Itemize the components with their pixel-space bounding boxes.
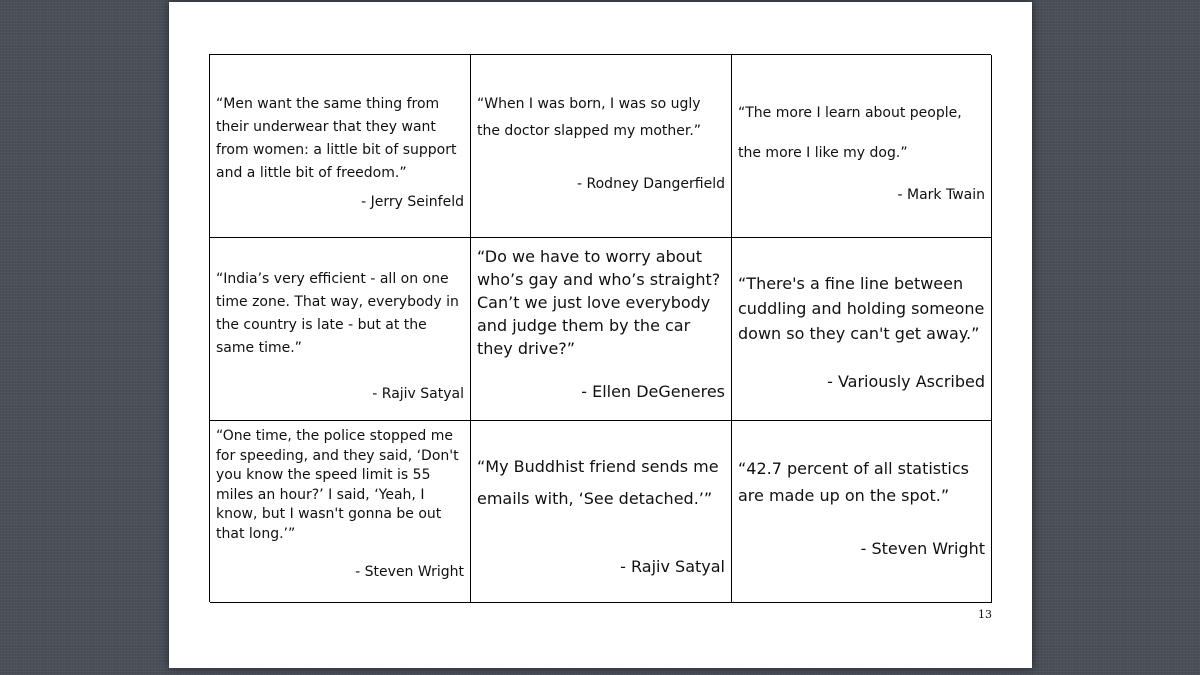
quote-author: - Steven Wright — [355, 564, 464, 580]
quote-cell — [210, 421, 471, 603]
slide-page — [169, 2, 1032, 668]
quote-cell — [732, 238, 992, 421]
quote-author: - Rajiv Satyal — [372, 386, 464, 402]
quote-text: “The more I learn about people, the more I like my dog.” — [738, 105, 962, 161]
quote-text: “One time, the police stopped me for speeding, and they said, ‘Don't you know the speed limit is 55 miles an hour?’ I said, ‘Yeah, I know, but I wasn't gonna be out that long.’” — [216, 428, 459, 542]
quote-cell — [732, 55, 992, 238]
quote-cell — [471, 55, 732, 238]
quote-cell — [210, 55, 471, 238]
quote-text: “There's a fine line between cuddling and holding someone down so they can't get away.” — [738, 274, 985, 343]
quote-text: “42.7 percent of all statistics are made up on the spot.” — [738, 459, 969, 505]
quote-cell — [471, 421, 732, 603]
quote-author: - Variously Ascribed — [827, 372, 985, 391]
quote-author: - Rajiv Satyal — [620, 557, 725, 576]
quote-author: - Rodney Dangerfield — [577, 176, 725, 192]
quote-text: “Men want the same thing from their underwear that they want from women: a little bit of support and a little bit of freedom.” — [216, 96, 457, 181]
quote-table — [209, 54, 991, 602]
quote-author: - Ellen DeGeneres — [581, 382, 725, 401]
quote-text: “India’s very efficient - all on one time zone. That way, everybody in the country is late - but at the same time.” — [216, 271, 459, 356]
quote-cell — [732, 421, 992, 603]
page-number: 13 — [978, 608, 992, 621]
quote-author: - Mark Twain — [897, 187, 985, 203]
quote-cell — [210, 238, 471, 421]
quote-text: “When I was born, I was so ugly the doctor slapped my mother.” — [477, 96, 702, 139]
quote-author: - Jerry Seinfeld — [361, 194, 464, 210]
quote-text: “Do we have to worry about who’s gay and who’s straight? Can’t we just love everybody and judge them by the car they drive?” — [477, 247, 721, 358]
quote-text: “My Buddhist friend sends me emails with, ‘See detached.’” — [477, 457, 719, 508]
quote-author: - Steven Wright — [860, 539, 985, 558]
quote-cell — [471, 238, 732, 421]
